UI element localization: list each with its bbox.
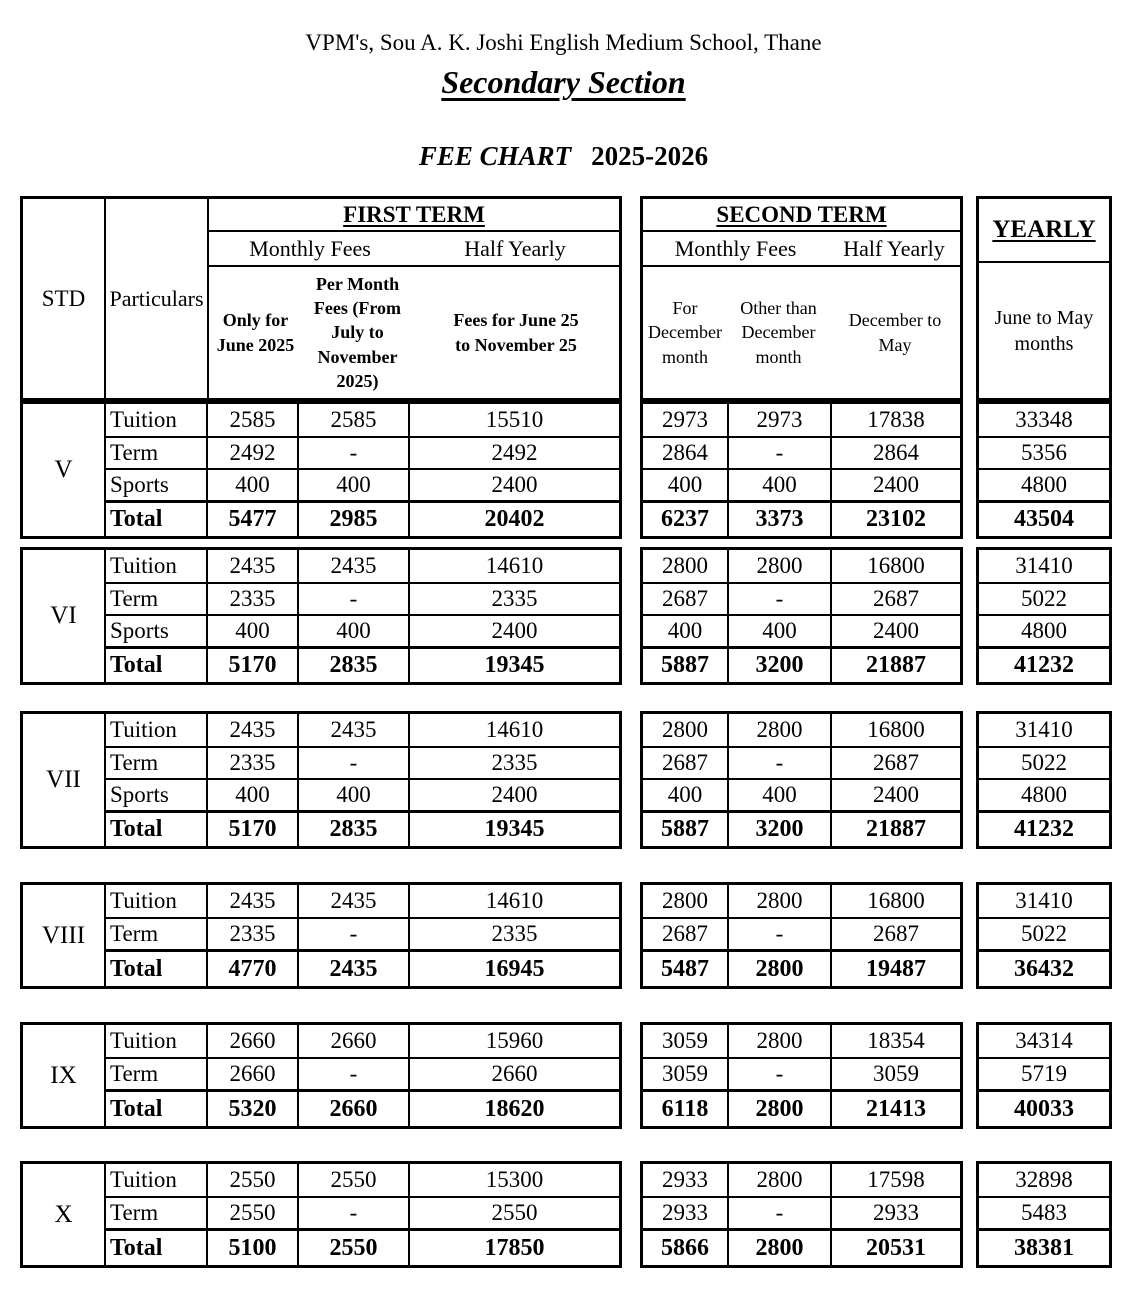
fee-row: [106, 1196, 619, 1228]
fee-block-vi: [20, 547, 1127, 685]
second-term-title: SECOND TERM: [716, 201, 887, 227]
second-term-value-cell: 2800: [662, 717, 708, 742]
yearly-values-box: [976, 711, 1112, 849]
second-term-value-cell: 2800: [727, 550, 830, 582]
yearly-values-box: [976, 1022, 1112, 1129]
first-term-value-cell: 2550: [297, 1164, 408, 1196]
yearly-values-box: [976, 401, 1112, 539]
second-term-value-cell: 2800: [727, 1025, 830, 1057]
second-term-value-cell: 2933: [830, 1198, 960, 1228]
fee-row: [643, 778, 960, 810]
second-term-value-cell: 2973: [727, 404, 830, 436]
first-term-subheader-row: [209, 232, 619, 267]
fee-row: [643, 746, 960, 778]
fee-block-ix: [20, 1022, 1127, 1129]
fee-row: [643, 714, 960, 746]
second-term-value-cell: 2800: [727, 1164, 830, 1196]
first-term-total-cell: 2835: [297, 649, 408, 682]
yearly-total-cell: 43504: [979, 500, 1109, 536]
fee-row: [643, 1196, 960, 1228]
second-term-total-cell: 5866: [661, 1234, 709, 1261]
second-term-value-cell: 2864: [662, 440, 708, 465]
particular-label: Tuition: [110, 1028, 177, 1053]
second-term-value-cell: 2687: [662, 750, 708, 775]
first-term-column-labels: [209, 267, 619, 398]
second-term-value-cell: 16800: [830, 550, 960, 582]
fee-row: [643, 582, 960, 614]
particular-label: Term: [110, 1061, 159, 1086]
first-term-value-cell: 2660: [297, 1025, 408, 1057]
second-term-value-cell: 2800: [727, 885, 830, 917]
second-term-values-box: [640, 547, 963, 685]
second-term-value-cell: 17838: [830, 404, 960, 436]
second-term-value-cell: 2933: [662, 1200, 708, 1225]
second-term-subheader-row: [643, 232, 960, 267]
first-term-values-box: [20, 711, 622, 849]
first-term-value-cell: 2492: [408, 438, 619, 468]
particular-label: Tuition: [110, 1167, 177, 1192]
first-term-total-cell: 5100: [206, 1231, 297, 1265]
yearly-value-cell: 31410: [1015, 553, 1073, 578]
particulars-column-header: Particulars: [106, 199, 209, 398]
first-term-value-cell: 2585: [297, 404, 408, 436]
total-label: Total: [110, 652, 163, 678]
total-row: [106, 1228, 619, 1265]
first-term-total-cell: 18620: [408, 1092, 619, 1126]
first-term-total-cell: 17850: [408, 1231, 619, 1265]
first-term-value-cell: 2550: [206, 1198, 297, 1228]
first-term-title-row: [209, 199, 619, 232]
first-term-value-cell: 2335: [206, 919, 297, 949]
std-cell: V: [23, 404, 106, 536]
second-term-value-cell: 400: [667, 472, 703, 497]
fee-block-x: [20, 1161, 1127, 1268]
particular-label: Sports: [110, 618, 169, 643]
second-term-value-cell: -: [727, 919, 830, 949]
particular-label: Term: [110, 586, 159, 611]
first-term-value-cell: 2435: [297, 550, 408, 582]
second-term-values-box: [640, 1161, 963, 1268]
first-term-total-cell: 5477: [206, 503, 297, 536]
second-term-value-cell: 2973: [662, 407, 708, 432]
first-term-value-cell: 2660: [206, 1059, 297, 1089]
total-row: [106, 646, 619, 682]
fee-row: [106, 714, 619, 746]
second-term-value-cell: 3059: [662, 1028, 708, 1053]
second-term-value-cell: 2400: [830, 616, 960, 646]
second-term-value-cell: 400: [727, 780, 830, 810]
std-column-header: STD: [23, 199, 106, 398]
yearly-values-box: [976, 1161, 1112, 1268]
first-term-total-cell: 2835: [297, 813, 408, 846]
first-term-value-cell: 2335: [206, 584, 297, 614]
yearly-value-cell: 34314: [1015, 1028, 1073, 1053]
first-term-values-box: [20, 1022, 622, 1129]
yearly-total-cell: 38381: [979, 1228, 1109, 1265]
second-term-total-cell: 6237: [661, 506, 709, 532]
first-term-rows: [106, 1164, 619, 1265]
total-label: Total: [110, 1095, 163, 1122]
first-term-value-cell: 2492: [206, 438, 297, 468]
first-term-value-cell: 2435: [297, 885, 408, 917]
first-term-rows: [106, 1025, 619, 1126]
second-term-total-cell: 5487: [661, 955, 709, 982]
fee-row: [106, 1057, 619, 1089]
second-term-total-cell: 20531: [830, 1231, 960, 1265]
fee-table: [0, 196, 1127, 1268]
second-term-value-cell: 2800: [727, 714, 830, 746]
first-term-values-box: [20, 882, 622, 989]
fee-row: [106, 404, 619, 436]
yearly-value-cell: 32898: [1015, 1167, 1073, 1192]
second-term-value-cell: 2400: [830, 470, 960, 500]
first-term-value-cell: 2400: [408, 780, 619, 810]
second-term-values-box: [640, 882, 963, 989]
first-term-value-cell: 2550: [408, 1198, 619, 1228]
first-term-value-cell: 2335: [206, 748, 297, 778]
first-term-rows: [106, 714, 619, 846]
second-term-value-cell: 400: [727, 470, 830, 500]
first-term-rows: [106, 885, 619, 986]
particular-label: Sports: [110, 472, 169, 497]
fee-row: [106, 468, 619, 500]
particular-label: Tuition: [110, 407, 177, 432]
particular-label: Term: [110, 750, 159, 775]
second-term-value-cell: 2864: [830, 438, 960, 468]
particular-label: Term: [110, 921, 159, 946]
fee-block-vii: [20, 711, 1127, 849]
second-term-total-cell: 3373: [727, 503, 830, 536]
yearly-total-cell: 41232: [979, 646, 1109, 682]
second-term-header-box: [640, 196, 963, 401]
second-term-value-cell: 18354: [830, 1025, 960, 1057]
second-term-value-cell: 16800: [830, 714, 960, 746]
yearly-value-cell: 5022: [979, 917, 1109, 949]
first-term-title: FIRST TERM: [343, 201, 485, 227]
fee-chart-label: FEE CHART: [418, 141, 572, 171]
first-term-monthly-fees-header: Monthly Fees: [249, 235, 371, 261]
fee-row: [106, 917, 619, 949]
particular-label: Tuition: [110, 888, 177, 913]
second-term-values-box: [640, 711, 963, 849]
yearly-value-cell: 31410: [1015, 888, 1073, 913]
second-term-value-cell: 2800: [662, 553, 708, 578]
second-term-total-cell: 2800: [727, 1231, 830, 1265]
second-term-value-cell: 400: [667, 782, 703, 807]
first-term-value-cell: 14610: [408, 714, 619, 746]
second-term-value-cell: -: [727, 584, 830, 614]
first-term-value-cell: 2435: [206, 714, 297, 746]
fee-row: [643, 917, 960, 949]
fee-row: [106, 1164, 619, 1196]
yearly-total-cell: 40033: [979, 1089, 1109, 1126]
first-term-value-cell: -: [297, 919, 408, 949]
yearly-value-cell: 5022: [979, 582, 1109, 614]
total-row: [643, 949, 960, 986]
first-term-total-cell: 16945: [408, 952, 619, 986]
first-term-value-cell: -: [297, 438, 408, 468]
first-term-half-yearly-header: Half Yearly: [464, 235, 566, 261]
first-term-value-cell: 400: [297, 616, 408, 646]
total-label: Total: [110, 506, 163, 532]
first-term-value-cell: 2335: [408, 584, 619, 614]
total-row: [106, 1089, 619, 1126]
first-term-total-cell: 2985: [297, 503, 408, 536]
particular-label: Tuition: [110, 553, 177, 578]
first-term-rows: [106, 404, 619, 536]
first-term-header-region: [209, 199, 619, 398]
first-term-value-cell: -: [297, 748, 408, 778]
total-row: [643, 646, 960, 682]
first-term-value-cell: 15960: [408, 1025, 619, 1057]
academic-year: 2025-2026: [591, 141, 709, 171]
first-term-col2-label: Per Month Fees (From July to November 2025): [313, 273, 402, 391]
total-row: [643, 810, 960, 846]
first-term-rows: [106, 550, 619, 682]
second-term-value-cell: 2933: [662, 1167, 708, 1192]
total-row: [643, 1228, 960, 1265]
first-term-value-cell: 15510: [408, 404, 619, 436]
particular-label: Term: [110, 440, 159, 465]
fee-block-v: [20, 401, 1127, 539]
fee-row: [643, 436, 960, 468]
first-term-value-cell: 400: [206, 780, 297, 810]
fee-row: [643, 885, 960, 917]
first-term-total-cell: 2660: [297, 1092, 408, 1126]
second-term-value-cell: 400: [667, 618, 703, 643]
table-header-band: [20, 196, 1127, 401]
first-term-total-cell: 2550: [297, 1231, 408, 1265]
second-term-value-cell: 400: [727, 616, 830, 646]
yearly-value-cell: 33348: [1015, 407, 1073, 432]
school-name: VPM's, Sou A. K. Joshi English Medium School, Thane: [305, 30, 822, 55]
yearly-total-cell: 36432: [979, 949, 1109, 986]
second-term-total-cell: 21413: [830, 1092, 960, 1126]
yearly-values-box: [976, 882, 1112, 989]
second-term-col2-label: Other than December month: [740, 298, 817, 367]
yearly-title-row: [979, 199, 1109, 263]
first-term-total-cell: 5170: [206, 649, 297, 682]
first-term-value-cell: 14610: [408, 885, 619, 917]
yearly-value-cell: 4800: [979, 468, 1109, 500]
second-term-value-cell: -: [727, 1059, 830, 1089]
yearly-value-cell: 5022: [979, 746, 1109, 778]
first-term-values-box: [20, 1161, 622, 1268]
first-term-value-cell: 400: [206, 616, 297, 646]
first-term-value-cell: 400: [297, 780, 408, 810]
second-term-value-cell: 2687: [830, 584, 960, 614]
first-term-value-cell: 400: [206, 470, 297, 500]
second-term-total-cell: 5887: [661, 816, 709, 842]
total-row: [106, 810, 619, 846]
second-term-total-cell: 6118: [661, 1095, 709, 1122]
first-term-col3-label: Fees for June 25 to November 25: [453, 310, 579, 355]
first-term-value-cell: 2660: [408, 1059, 619, 1089]
first-term-value-cell: 14610: [408, 550, 619, 582]
first-term-col1-label: Only for June 2025: [216, 310, 295, 355]
particular-label: Term: [110, 1200, 159, 1225]
first-term-value-cell: -: [297, 584, 408, 614]
first-term-value-cell: 2435: [206, 550, 297, 582]
second-term-value-cell: -: [727, 1198, 830, 1228]
second-term-monthly-fees-header: Monthly Fees: [674, 235, 797, 261]
second-term-values-box: [640, 401, 963, 539]
second-term-value-cell: 2400: [830, 780, 960, 810]
second-term-col3-label: December to May: [848, 310, 942, 355]
second-term-values-box: [640, 1022, 963, 1129]
particular-label: Sports: [110, 782, 169, 807]
first-term-value-cell: 2550: [206, 1164, 297, 1196]
second-term-value-cell: 16800: [830, 885, 960, 917]
fee-row: [643, 614, 960, 646]
second-term-value-cell: 2687: [830, 919, 960, 949]
second-term-half-yearly-header: Half Yearly: [843, 235, 945, 261]
second-term-total-cell: 3200: [727, 649, 830, 682]
fee-row: [106, 778, 619, 810]
yearly-subtitle: June to May months: [994, 306, 1094, 355]
fee-row: [106, 436, 619, 468]
second-term-value-cell: 3059: [830, 1059, 960, 1089]
total-label: Total: [110, 1234, 163, 1261]
yearly-title: YEARLY: [992, 216, 1096, 243]
fee-row: [106, 885, 619, 917]
yearly-total-cell: 41232: [979, 810, 1109, 846]
second-term-total-cell: 21887: [830, 649, 960, 682]
first-term-value-cell: 2435: [297, 714, 408, 746]
first-term-value-cell: 400: [297, 470, 408, 500]
fee-row: [106, 582, 619, 614]
yearly-header-box: [976, 196, 1112, 401]
fee-row: [106, 1025, 619, 1057]
second-term-total-cell: 2800: [727, 952, 830, 986]
first-term-total-cell: 5320: [206, 1092, 297, 1126]
fee-row: [643, 1025, 960, 1057]
total-label: Total: [110, 816, 163, 842]
first-term-value-cell: 2400: [408, 616, 619, 646]
first-term-total-cell: 19345: [408, 813, 619, 846]
first-term-total-cell: 19345: [408, 649, 619, 682]
second-term-total-cell: 5887: [661, 652, 709, 678]
second-term-value-cell: 2687: [662, 921, 708, 946]
fee-row: [643, 404, 960, 436]
fee-row: [106, 614, 619, 646]
first-term-total-cell: 2435: [297, 952, 408, 986]
yearly-value-cell: 5356: [979, 436, 1109, 468]
first-term-value-cell: 2400: [408, 470, 619, 500]
fee-row: [643, 1164, 960, 1196]
first-term-value-cell: 2335: [408, 919, 619, 949]
second-term-value-cell: 2800: [662, 888, 708, 913]
first-term-value-cell: 2660: [206, 1025, 297, 1057]
second-term-total-cell: 23102: [830, 503, 960, 536]
yearly-value-cell: 5483: [979, 1196, 1109, 1228]
std-cell: IX: [23, 1025, 106, 1126]
second-term-value-cell: 17598: [830, 1164, 960, 1196]
second-term-column-labels: [643, 267, 960, 398]
first-term-value-cell: 2335: [408, 748, 619, 778]
std-cell: X: [23, 1164, 106, 1265]
total-label: Total: [110, 955, 163, 982]
total-row: [106, 500, 619, 536]
first-term-header-box: [20, 196, 622, 401]
first-term-total-cell: 4770: [206, 952, 297, 986]
first-term-value-cell: 2435: [206, 885, 297, 917]
second-term-total-cell: 19487: [830, 952, 960, 986]
std-cell: VI: [23, 550, 106, 682]
second-term-value-cell: 2687: [662, 586, 708, 611]
first-term-total-cell: 20402: [408, 503, 619, 536]
fee-block-viii: [20, 882, 1127, 989]
second-term-value-cell: -: [727, 438, 830, 468]
page-titles: [0, 0, 1127, 172]
first-term-value-cell: -: [297, 1198, 408, 1228]
first-term-values-box: [20, 547, 622, 685]
fee-row: [643, 1057, 960, 1089]
second-term-title-row: [643, 199, 960, 232]
fee-row: [643, 550, 960, 582]
std-cell: VII: [23, 714, 106, 846]
first-term-value-cell: 2585: [206, 404, 297, 436]
second-term-value-cell: 3059: [662, 1061, 708, 1086]
total-row: [106, 949, 619, 986]
second-term-total-cell: 3200: [727, 813, 830, 846]
fee-row: [106, 550, 619, 582]
fee-chart-title: [0, 141, 1127, 172]
first-term-value-cell: 15300: [408, 1164, 619, 1196]
second-term-col1-label: For December month: [648, 298, 722, 367]
second-term-total-cell: 21887: [830, 813, 960, 846]
second-term-total-cell: 2800: [727, 1092, 830, 1126]
fee-row: [106, 746, 619, 778]
std-cell: VIII: [23, 885, 106, 986]
yearly-values-box: [976, 547, 1112, 685]
first-term-values-box: [20, 401, 622, 539]
yearly-value-cell: 5719: [979, 1057, 1109, 1089]
second-term-value-cell: 2687: [830, 748, 960, 778]
total-row: [643, 500, 960, 536]
total-row: [643, 1089, 960, 1126]
yearly-value-cell: 4800: [979, 614, 1109, 646]
particular-label: Tuition: [110, 717, 177, 742]
first-term-total-cell: 5170: [206, 813, 297, 846]
yearly-value-cell: 4800: [979, 778, 1109, 810]
section-title: Secondary Section: [441, 64, 686, 100]
fee-row: [643, 468, 960, 500]
first-term-value-cell: -: [297, 1059, 408, 1089]
yearly-value-cell: 31410: [1015, 717, 1073, 742]
second-term-value-cell: -: [727, 748, 830, 778]
